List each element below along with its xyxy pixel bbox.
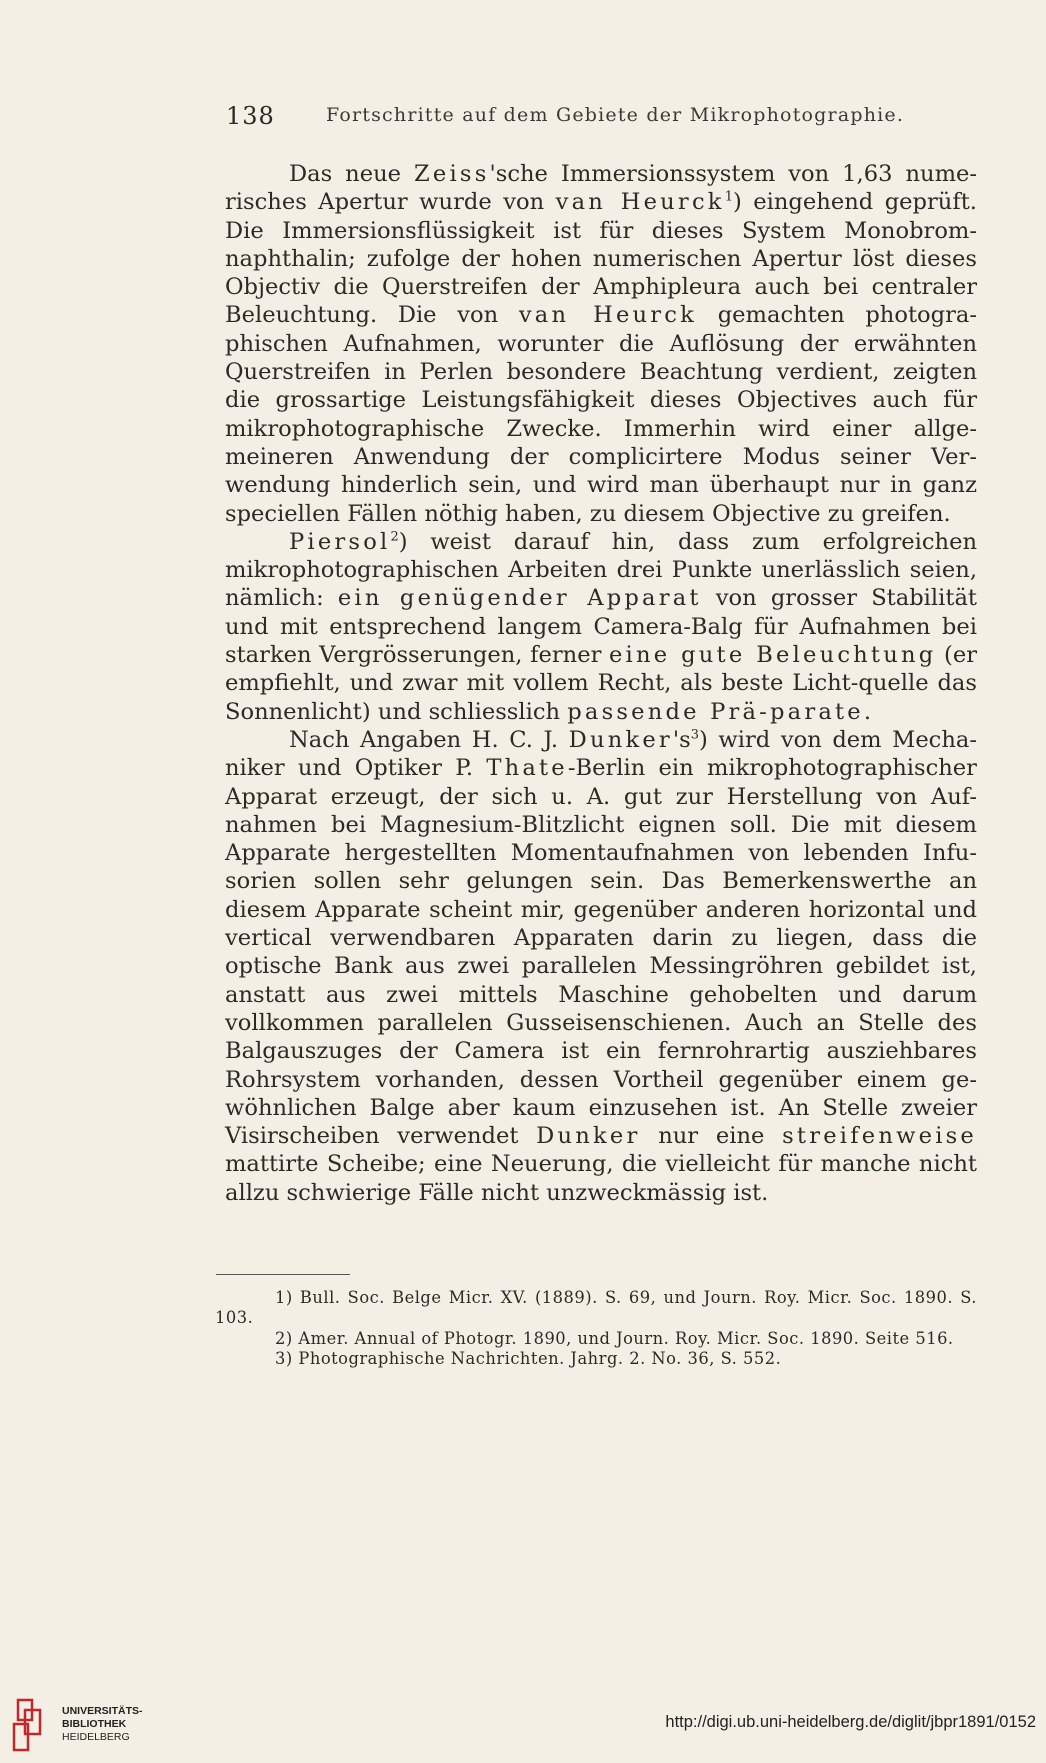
spaced-emphasis: ein genügender Apparat: [337, 585, 702, 612]
footnote-ref: 1: [724, 189, 733, 205]
spaced-emphasis: streifenweise: [782, 1123, 977, 1150]
paragraph-2: [225, 528, 977, 726]
footnote-3: 3) Photographische Nachrichten. Jahrg. 2. No. 36, S. 552.: [275, 1348, 782, 1368]
text-run: mattirte Scheibe; eine Neuerung, die vielleicht für manche nicht allzu schwierige Fälle nicht unzweckmässig ist.: [225, 1151, 977, 1206]
text-run: von grosser Stabilität und mit entsprechend langem Camera-Balg für Aufnahmen bei starken Vergrösserungen, ferner: [225, 585, 977, 669]
spaced-name: Dunker: [536, 1123, 641, 1150]
spaced-emphasis: passende Prä-parate: [567, 698, 864, 725]
text-run: nur eine: [640, 1123, 783, 1150]
text-run: gemachten photogra-phischen Aufnahmen, worunter die Auflösung der erwähnten Querstreifen in Perlen besondere Beachtung verdient, zeigten die grossartige Leistungsfähigkeit dieses Objectives auch für mikrophotographische Zwecke. Immerhin wird einer allge-meineren Anwendung der complicirtere Modus seiner Ver-wendung hinderlich sein, und wird man überhaupt nur in ganz speciellen Fällen nöthig haben, zu diesem Objective zu greifen.: [225, 302, 977, 527]
text-run: 's: [672, 726, 691, 753]
spaced-name: Dunker: [568, 726, 673, 753]
text-run: ) eingehend geprüft. Die Immersionsflüssigkeit ist für dieses System Monobrom-naphthalin; zufolge der hohen numerischen Apertur löst dieses Objectiv die Querstreifen der Amphipleura auch bei centraler Beleuchtung. Die von: [225, 189, 977, 329]
text-run: Das neue: [289, 161, 415, 187]
spaced-name: Thate: [486, 755, 568, 782]
institution-name: [62, 1705, 143, 1744]
body-text: [225, 160, 977, 1207]
running-head: Fortschritte auf dem Gebiete der Mikrophotographie.: [326, 104, 905, 126]
text-run: (er empfiehlt, und zwar mit vollem Recht, als beste Licht-quelle das Sonnenlicht) und schliesslich: [225, 642, 977, 725]
footnote-1: 1) Bull. Soc. Belge Micr. XV. (1889). S. 69, und Journ. Roy. Micr. Soc. 1890. S. 103.: [215, 1288, 977, 1328]
text-run: 'sche Immersionssystem von 1,63 nume-risches Apertur wurde von: [225, 161, 978, 216]
text-run: Nach Angaben H. C. J.: [289, 726, 569, 753]
text-run: ) weist darauf hin, dass zum erfolgreichen mikrophotographischen Arbeiten drei Punkte unerlässlich seien, nämlich:: [225, 528, 977, 612]
spaced-name: Piersol: [289, 528, 391, 555]
spaced-name: van Heurck: [518, 302, 698, 329]
footnote-2: 2) Amer. Annual of Photogr. 1890, und Journ. Roy. Micr. Soc. 1890. Seite 516.: [275, 1328, 954, 1348]
text-run: .: [863, 698, 872, 725]
paragraph-3: [225, 726, 977, 1207]
spaced-name: van Heurck: [555, 189, 725, 216]
footnote-ref: 2: [390, 529, 399, 545]
footnote-ref: 3: [690, 727, 699, 743]
source-url-link[interactable]: http://digi.ub.uni-heidelberg.de/diglit/jbpr1891/0152: [665, 1713, 1036, 1731]
page-number: 138: [226, 102, 275, 130]
spaced-emphasis: eine gute Beleuchtung: [608, 642, 937, 669]
text-run: ) wird von dem Mecha-niker und Optiker P.: [225, 726, 977, 782]
institution-line: HEIDELBERG: [62, 1731, 130, 1743]
paragraph-1: [225, 160, 977, 528]
footnote-divider: [216, 1274, 350, 1275]
text-run: -Berlin ein mikrophotographischer Apparat erzeugt, der sich u. A. gut zur Herstellung von Auf-nahmen bei Magnesium-Blitzlicht eignen soll. Die mit diesem Apparate hergestellten Momentaufnahmen von lebenden Infu-sorien sollen sehr gelungen sein. Das Bemerkenswerthe an diesem Apparate scheint mir, gegenüber anderen horizontal und vertical verwendbaren Apparaten darin zu liegen, dass die optische Bank aus zwei parallelen Messingröhren gebildet ist, anstatt aus zwei mittels Maschine gehobelten und darum vollkommen parallelen Gusseisenschienen. Auch an Stelle des Balgauszuges der Camera ist ein fernrohrartig ausziehbares Rohrsystem vorhanden, dessen Vortheil gegenüber einem ge-wöhnlichen Balge aber kaum einzusehen ist. An Stelle zweier Visirscheiben verwendet: [225, 755, 977, 1150]
footnotes: [215, 1288, 977, 1369]
institution-line: UNIVERSITÄTS-: [62, 1705, 143, 1717]
institution-line: BIBLIOTHEK: [62, 1718, 127, 1730]
heidelberg-library-logo-icon: [10, 1696, 48, 1754]
spaced-name: Zeiss: [414, 161, 490, 187]
